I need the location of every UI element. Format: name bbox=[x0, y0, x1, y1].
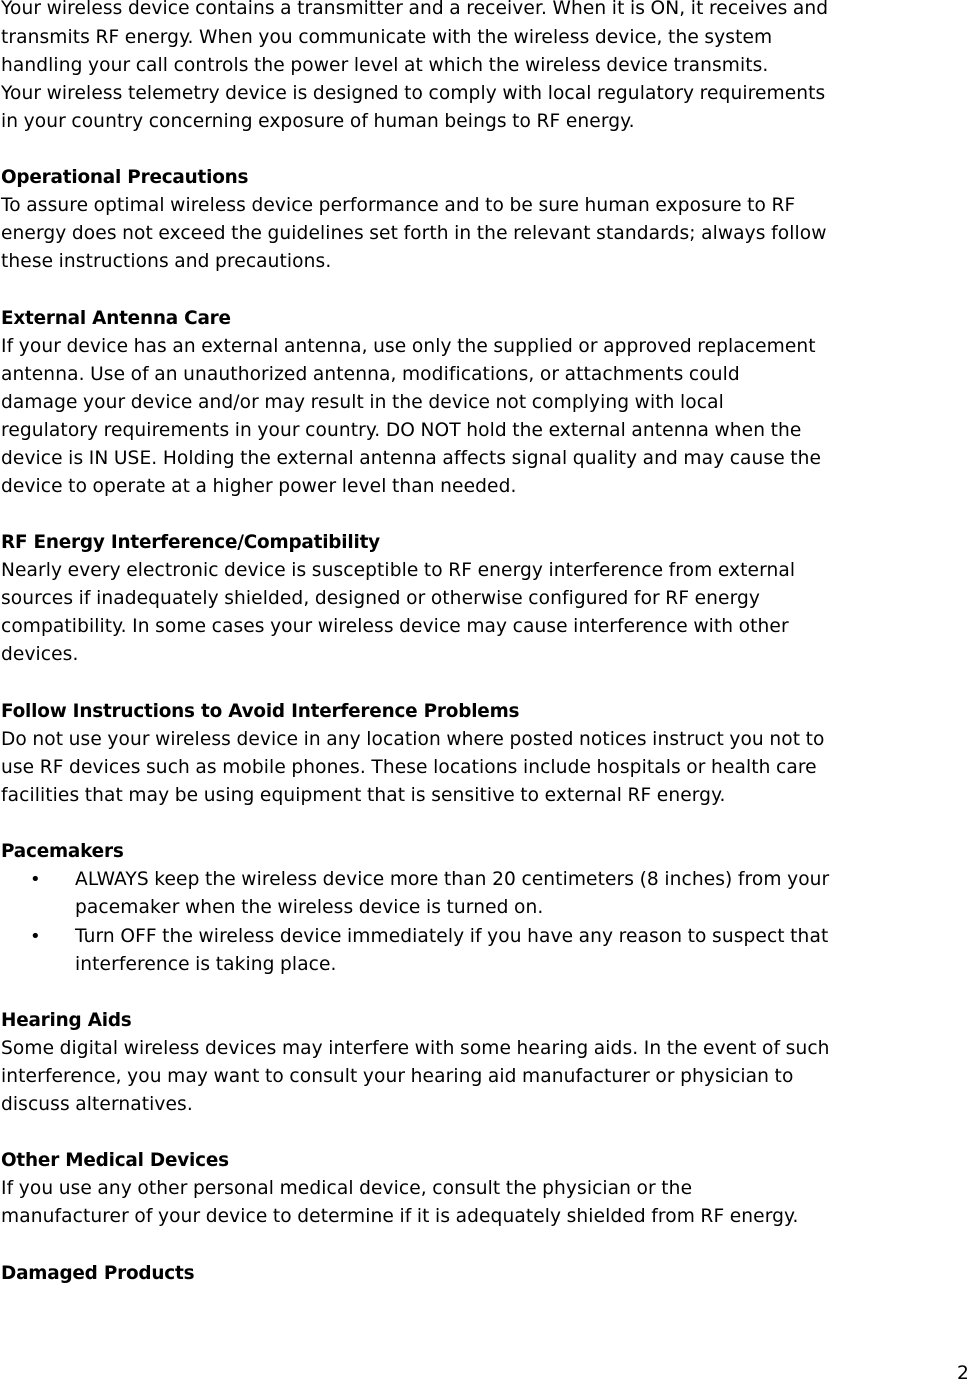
hearing-line-1: Some digital wireless devices may interfere with some hearing aids. In the event of such bbox=[1, 1038, 830, 1059]
pacemaker-bullet-1-line-2: pacemaker when the wireless device is turned on. bbox=[75, 897, 544, 918]
follow-instructions-heading: Follow Instructions to Avoid Interference Problems bbox=[1, 701, 520, 722]
medical-line-1: If you use any other personal medical device, consult the physician or the bbox=[1, 1178, 693, 1199]
antenna-line-6: device to operate at a higher power level than needed. bbox=[1, 476, 517, 497]
operational-line-3: these instructions and precautions. bbox=[1, 251, 332, 272]
damaged-products-heading: Damaged Products bbox=[1, 1263, 195, 1284]
interference-line-1: Nearly every electronic device is susceptible to RF energy interference from external bbox=[1, 560, 796, 581]
interference-line-4: devices. bbox=[1, 644, 79, 665]
pacemaker-bullet-2-line-1: Turn OFF the wireless device immediately if you have any reason to suspect that bbox=[75, 926, 829, 947]
pacemakers-heading: Pacemakers bbox=[1, 841, 124, 862]
hearing-line-2: interference, you may want to consult your hearing aid manufacturer or physician to bbox=[1, 1066, 794, 1087]
medical-devices-heading: Other Medical Devices bbox=[1, 1150, 229, 1171]
intro-line-4: Your wireless telemetry device is designed to comply with local regulatory requirements bbox=[1, 83, 826, 104]
page-number: 2 bbox=[957, 1363, 969, 1384]
intro-line-2: transmits RF energy. When you communicate with the wireless device, the system bbox=[1, 27, 773, 48]
interference-line-3: compatibility. In some cases your wireless device may cause interference with other bbox=[1, 616, 789, 637]
hearing-aids-heading: Hearing Aids bbox=[1, 1010, 132, 1031]
interference-line-2: sources if inadequately shielded, designed or otherwise configured for RF energy bbox=[1, 588, 761, 609]
follow-line-2: use RF devices such as mobile phones. These locations include hospitals or health care bbox=[1, 757, 817, 778]
antenna-line-3: damage your device and/or may result in the device not complying with local bbox=[1, 392, 724, 413]
operational-line-1: To assure optimal wireless device performance and to be sure human exposure to RF bbox=[1, 195, 796, 216]
antenna-line-1: If your device has an external antenna, use only the supplied or approved replacement bbox=[1, 336, 816, 357]
antenna-line-2: antenna. Use of an unauthorized antenna, modifications, or attachments could bbox=[1, 364, 740, 385]
bullet-icon: • bbox=[30, 869, 41, 890]
intro-line-5: in your country concerning exposure of human beings to RF energy. bbox=[1, 111, 635, 132]
antenna-line-4: regulatory requirements in your country. DO NOT hold the external antenna when the bbox=[1, 420, 802, 441]
antenna-care-heading: External Antenna Care bbox=[1, 308, 231, 329]
medical-line-2: manufacturer of your device to determine if it is adequately shielded from RF energy. bbox=[1, 1206, 799, 1227]
intro-line-3: handling your call controls the power level at which the wireless device transmits. bbox=[1, 55, 769, 76]
interference-heading: RF Energy Interference/Compatibility bbox=[1, 532, 380, 553]
bullet-icon: • bbox=[30, 926, 41, 947]
operational-precautions-heading: Operational Precautions bbox=[1, 167, 249, 188]
antenna-line-5: device is IN USE. Holding the external antenna affects signal quality and may cause the bbox=[1, 448, 822, 469]
hearing-line-3: discuss alternatives. bbox=[1, 1094, 193, 1115]
follow-line-3: facilities that may be using equipment that is sensitive to external RF energy. bbox=[1, 785, 726, 806]
follow-line-1: Do not use your wireless device in any location where posted notices instruct you not to bbox=[1, 729, 825, 750]
intro-line-1: Your wireless device contains a transmitter and a receiver. When it is ON, it receives and bbox=[1, 0, 829, 19]
operational-line-2: energy does not exceed the guidelines set forth in the relevant standards; always follow bbox=[1, 223, 827, 244]
pacemaker-bullet-1-line-1: ALWAYS keep the wireless device more than 20 centimeters (8 inches) from your bbox=[75, 869, 830, 890]
pacemaker-bullet-2-line-2: interference is taking place. bbox=[75, 954, 337, 975]
